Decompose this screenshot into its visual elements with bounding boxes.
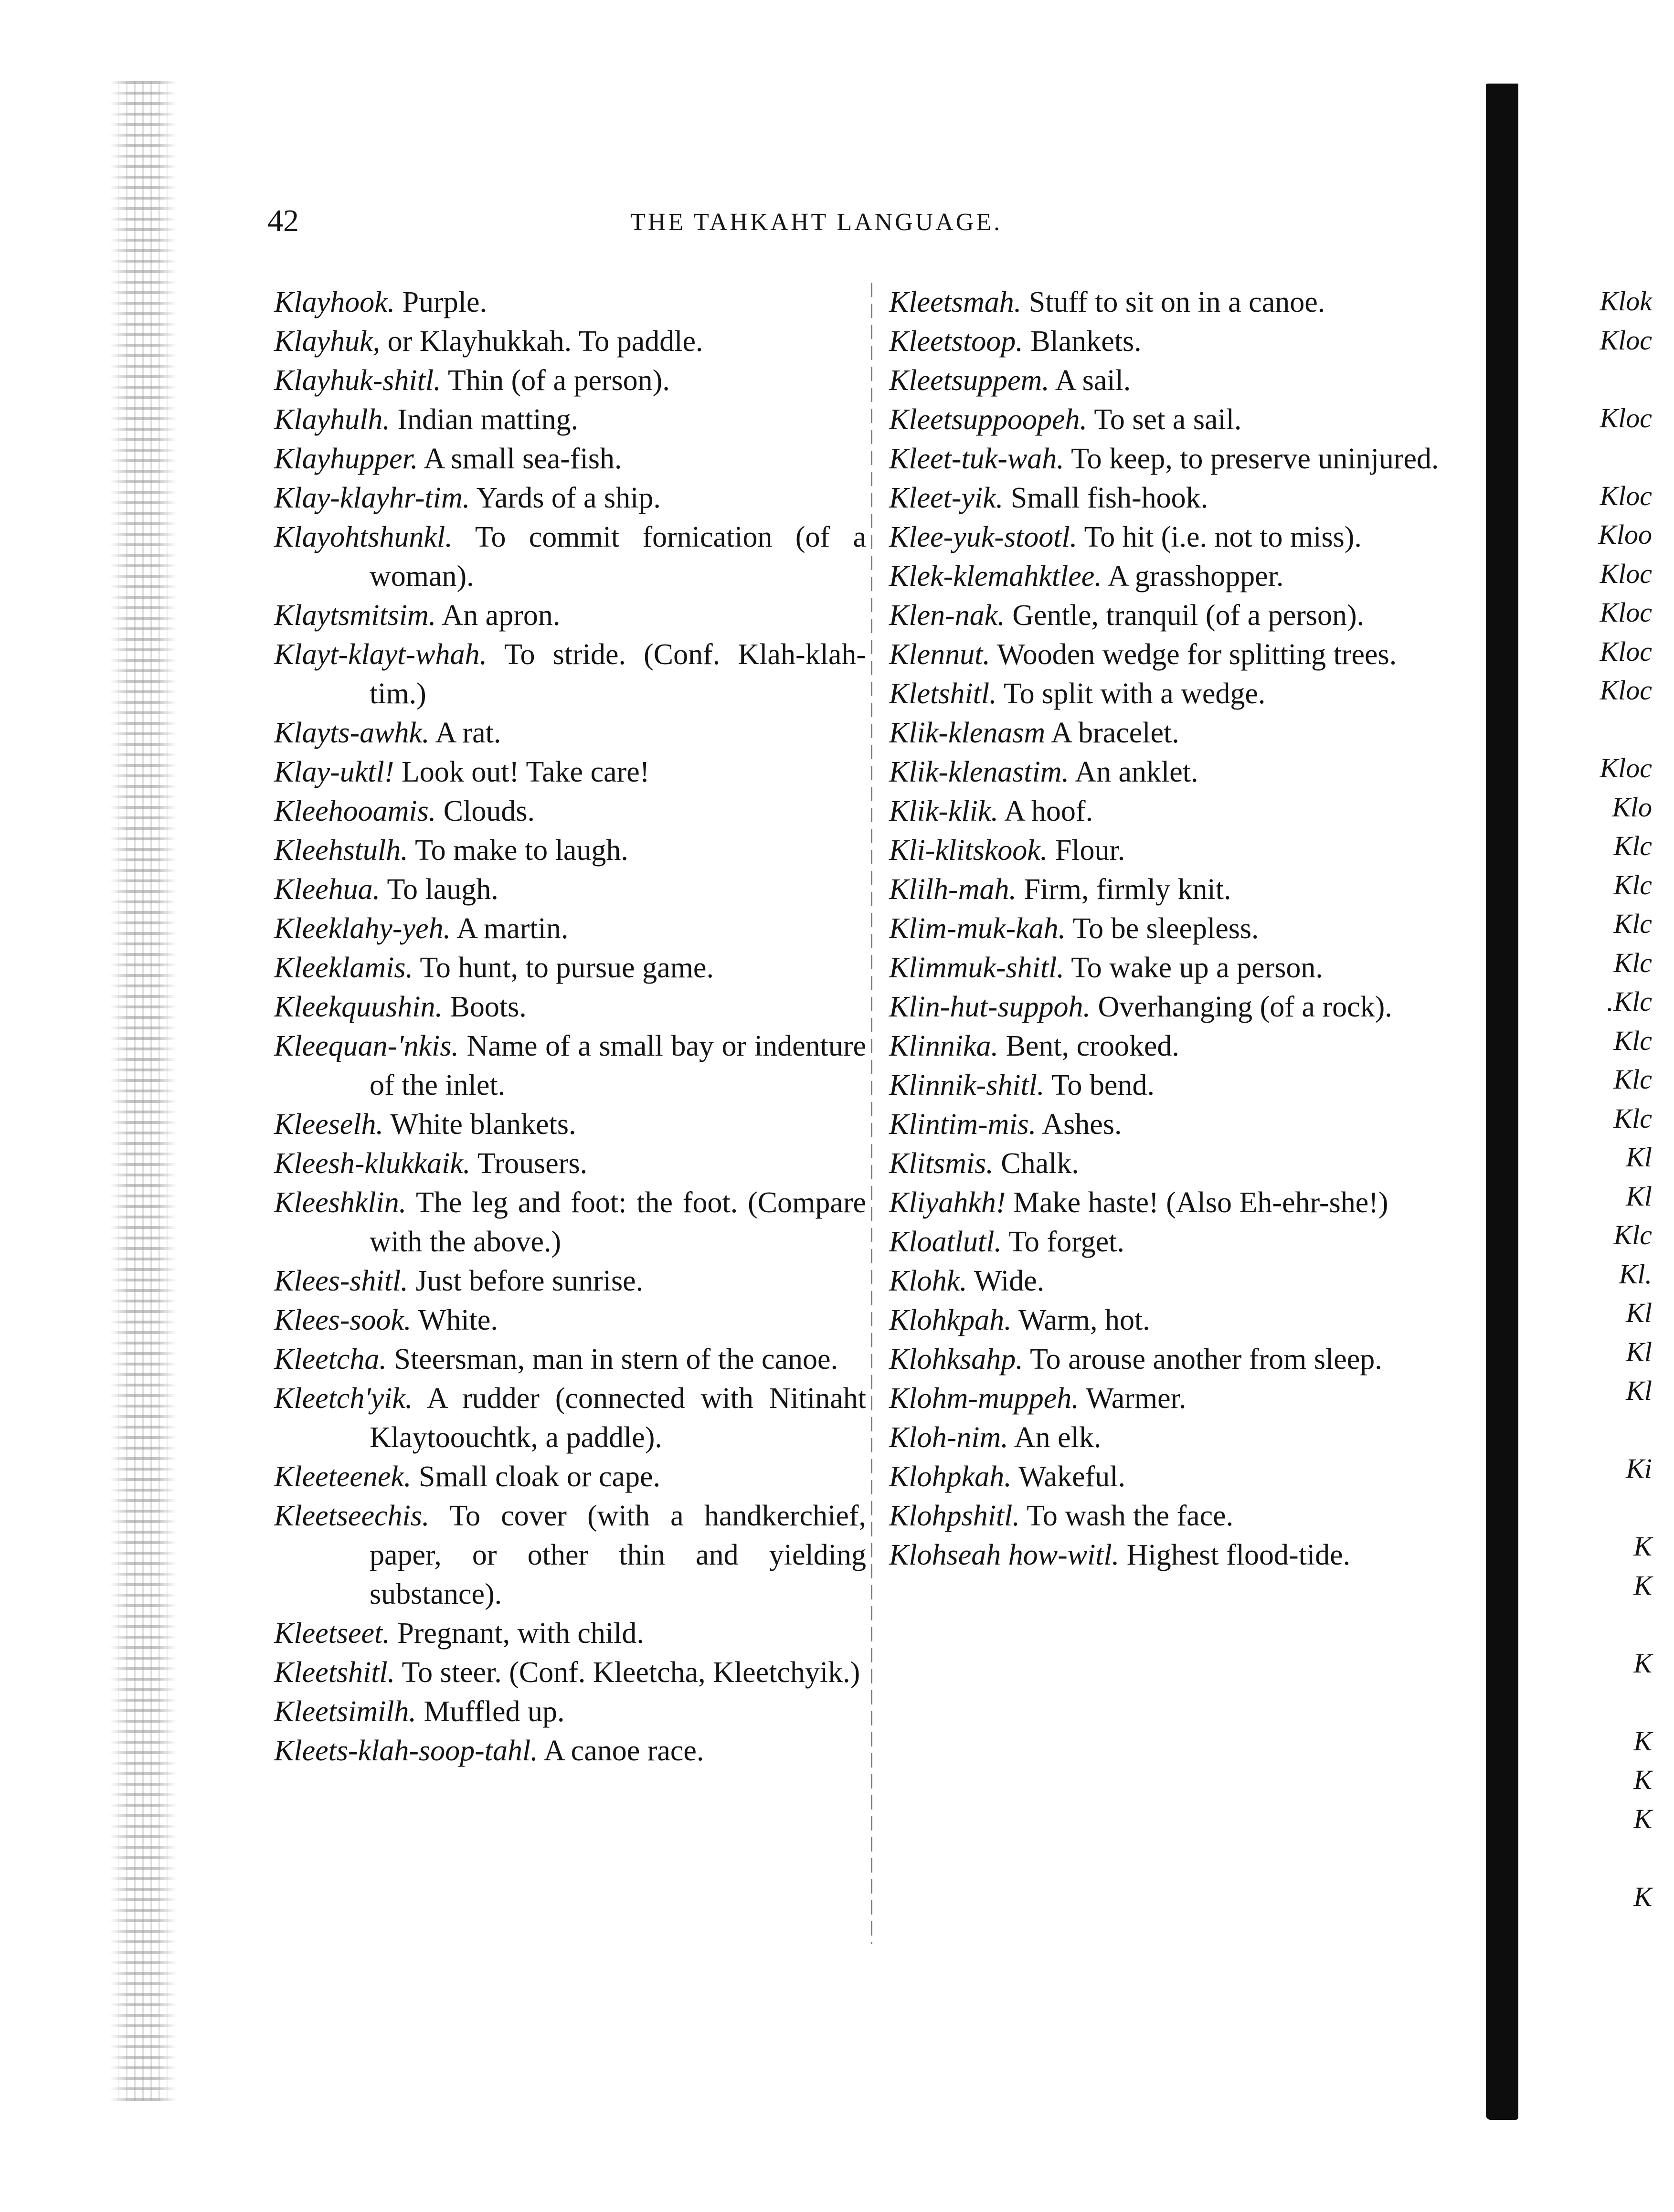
entry-headword: Klimmuk-shitl.	[889, 952, 1064, 984]
entry-definition: Name of a small bay or indenture of the inlet.	[370, 1030, 866, 1101]
entry-headword: Klinnika.	[889, 1030, 999, 1062]
dictionary-entry	[274, 518, 866, 596]
dictionary-entry	[274, 831, 866, 870]
edge-fragment: K	[1633, 1803, 1652, 1834]
entry-headword: Kleetsuppoopeh.	[889, 403, 1087, 436]
edge-fragment: Kloc	[1600, 558, 1652, 589]
entry-definition: Just before sunrise.	[415, 1265, 644, 1297]
entry-headword: Kloatlutl.	[889, 1226, 1002, 1258]
dictionary-entry	[274, 1301, 866, 1340]
entry-headword: Kloh-nim.	[889, 1421, 1008, 1454]
right-column	[889, 283, 1476, 1575]
entry-definition: To hit (i.e. not to miss).	[1084, 521, 1362, 553]
dictionary-entry	[889, 1301, 1476, 1340]
entry-headword: Klayts-awhk.	[274, 717, 430, 749]
entry-definition: To make to laugh.	[415, 834, 628, 867]
entry-headword: Kliyahkh!	[889, 1186, 1006, 1219]
entry-definition: Purple.	[402, 286, 487, 318]
entry-headword: Kleetstoop.	[889, 325, 1023, 358]
dictionary-entry	[889, 1183, 1476, 1222]
entry-headword: Klohpkah.	[889, 1461, 1012, 1493]
edge-fragment: K	[1633, 1531, 1652, 1562]
entry-definition: or Klayhukkah. To paddle.	[387, 325, 703, 358]
entry-headword: Klaytsmitsim.	[274, 599, 436, 632]
dictionary-entry	[889, 322, 1476, 361]
entry-headword: Kletshitl.	[889, 677, 997, 710]
entry-headword: Klohseah how-witl.	[889, 1539, 1120, 1571]
dictionary-entry	[889, 987, 1476, 1027]
edge-fragment: Klc	[1613, 908, 1652, 939]
dictionary-entry	[889, 1457, 1476, 1496]
dictionary-entry	[274, 596, 866, 635]
dictionary-entry	[274, 1261, 866, 1301]
entry-definition: Small cloak or cape.	[418, 1461, 661, 1493]
edge-fragment: Kloc	[1600, 635, 1652, 667]
dictionary-entry	[889, 1261, 1476, 1301]
dictionary-entry	[889, 831, 1476, 870]
dictionary-entry	[889, 1496, 1476, 1535]
entry-definition: Wakeful.	[1018, 1461, 1125, 1493]
dictionary-entry	[274, 1614, 866, 1653]
edge-fragment	[1537, 1410, 1652, 1450]
edge-fragment: K	[1633, 1725, 1652, 1757]
edge-fragment	[1537, 1838, 1652, 1877]
entry-headword: Klay-uktl!	[274, 756, 394, 788]
entry-definition: Boots.	[450, 991, 527, 1023]
edge-fragment: K	[1633, 1647, 1652, 1679]
edge-fragment: Kl	[1626, 1297, 1652, 1328]
dictionary-entry	[889, 1379, 1476, 1418]
entry-definition: Highest flood-tide.	[1126, 1539, 1351, 1571]
edge-fragment: Klc	[1613, 947, 1652, 978]
entry-headword: Klohkpah.	[889, 1304, 1012, 1336]
entry-headword: Klohk.	[889, 1265, 967, 1297]
dictionary-entry	[889, 674, 1476, 713]
entry-definition: A small sea-fish.	[424, 443, 622, 475]
edge-fragment: Klok	[1600, 286, 1652, 317]
entry-definition: Clouds.	[443, 795, 535, 827]
dictionary-entry	[889, 1222, 1476, 1261]
entry-headword: Kleeteenek.	[274, 1461, 412, 1493]
entry-definition: An elk.	[1014, 1421, 1102, 1454]
entry-definition: A hoof.	[1004, 795, 1093, 827]
entry-definition: Chalk.	[1001, 1147, 1079, 1180]
entry-definition: Indian matting.	[397, 403, 579, 436]
dictionary-entry	[274, 1653, 866, 1692]
edge-fragment: Klc	[1613, 1102, 1652, 1134]
entry-headword: Klayhook.	[274, 286, 395, 318]
entry-definition: Overhanging (of a rock).	[1098, 991, 1392, 1023]
entry-definition: Pregnant, with child.	[397, 1617, 644, 1650]
dictionary-entry	[274, 1496, 866, 1614]
entry-headword: Kleeklamis.	[274, 952, 413, 984]
edge-fragment: Kloc	[1600, 675, 1652, 706]
entry-headword: Kleehua.	[274, 873, 381, 906]
edge-fragment	[1537, 1605, 1652, 1644]
dictionary-entry	[274, 1027, 866, 1105]
dictionary-entry	[274, 1183, 866, 1261]
entry-headword: Klik-klik.	[889, 795, 998, 827]
entry-definition: Gentle, tranquil (of a person).	[1012, 599, 1365, 632]
edge-fragment: Kl	[1626, 1180, 1652, 1212]
edge-fragment: Kloc	[1600, 597, 1652, 628]
entry-definition: Stuff to sit on in a canoe.	[1028, 286, 1325, 318]
edge-fragment	[1537, 1488, 1652, 1527]
entry-definition: To wash the face.	[1027, 1500, 1234, 1532]
entry-definition: Wide.	[974, 1265, 1045, 1297]
edge-fragment: Kl	[1626, 1336, 1652, 1367]
entry-headword: Klek-klemahktlee.	[889, 560, 1102, 593]
dictionary-entry	[889, 557, 1476, 596]
page-edge-shadow	[1486, 84, 1518, 2120]
entry-definition: A canoe race.	[543, 1735, 704, 1767]
entry-headword: Kleesh-klukkaik.	[274, 1147, 471, 1180]
entry-headword: Kleetsimilh.	[274, 1695, 416, 1728]
dictionary-entry	[274, 987, 866, 1027]
entry-headword: Kleeklahy-yeh.	[274, 912, 451, 945]
entry-definition: Wooden wedge for splitting trees.	[997, 638, 1397, 671]
dictionary-entry	[889, 1144, 1476, 1183]
entry-definition: Muffled up.	[424, 1695, 565, 1728]
entry-definition: White blankets.	[390, 1108, 576, 1141]
entry-definition: Trousers.	[477, 1147, 588, 1180]
entry-definition: To set a sail.	[1094, 403, 1242, 436]
entry-definition: An anklet.	[1075, 756, 1198, 788]
dictionary-entry	[274, 909, 866, 948]
entry-headword: Klayt-klayt-whah.	[274, 638, 487, 671]
next-page-edge	[1537, 282, 1652, 1916]
entry-headword: Klitsmis.	[889, 1147, 994, 1180]
edge-fragment	[1537, 437, 1652, 476]
edge-fragment: K	[1633, 1881, 1652, 1912]
dictionary-entry	[889, 1027, 1476, 1066]
entry-headword: Klayhupper.	[274, 443, 418, 475]
entry-definition: A rudder (connected with Nitinaht Klaytoouchtk, a paddle).	[370, 1382, 866, 1454]
edge-fragment: Kloc	[1600, 402, 1652, 434]
entry-definition: To commit fornication (of a woman).	[370, 521, 866, 593]
dictionary-entry	[274, 1731, 866, 1770]
entry-definition: To cover (with a handkerchief, paper, or other thin and yielding substance).	[370, 1500, 866, 1610]
entry-definition: Yards of a ship.	[476, 482, 661, 514]
entry-definition: To be sleepless.	[1072, 912, 1259, 945]
entry-headword: Klik-klenastim.	[889, 756, 1070, 788]
dictionary-entry	[274, 948, 866, 987]
entry-headword: Klinnik-shitl.	[889, 1069, 1045, 1101]
page-number: 42	[267, 203, 299, 238]
dictionary-entry	[889, 439, 1476, 478]
edge-fragment: .Klc	[1606, 986, 1652, 1017]
dictionary-entry	[889, 870, 1476, 909]
page-header	[267, 200, 1165, 243]
dictionary-entry	[889, 1066, 1476, 1105]
entry-headword: Kleehooamis.	[274, 795, 436, 827]
edge-fragment: Ki	[1626, 1453, 1652, 1484]
entry-headword: Klee-yuk-stootl.	[889, 521, 1078, 553]
entry-definition: To arouse another from sleep.	[1030, 1343, 1382, 1376]
entry-definition: To laugh.	[387, 873, 498, 906]
column-rule	[871, 283, 872, 1944]
entry-definition: To wake up a person.	[1071, 952, 1323, 984]
entry-headword: Klennut.	[889, 638, 990, 671]
entry-headword: Kleetseechis.	[274, 1500, 430, 1532]
entry-headword: Kli-klitskook.	[889, 834, 1048, 867]
edge-fragment	[1537, 1683, 1652, 1722]
dictionary-entry	[274, 1105, 866, 1144]
dictionary-entry	[889, 635, 1476, 674]
dictionary-entry	[274, 322, 866, 361]
entry-definition: A rat.	[435, 717, 501, 749]
entry-definition: Flour.	[1055, 834, 1125, 867]
entry-headword: Klay-klayhr-tim.	[274, 482, 470, 514]
edge-fragment: Kloo	[1598, 519, 1652, 550]
entry-definition: A bracelet.	[1051, 717, 1179, 749]
dictionary-entry	[889, 752, 1476, 792]
entry-headword: Klintim-mis.	[889, 1108, 1037, 1141]
edge-fragment: K	[1633, 1569, 1652, 1601]
dictionary-entry	[274, 439, 866, 478]
entry-headword: Kleetch'yik.	[274, 1382, 413, 1415]
dictionary-entry	[889, 596, 1476, 635]
dictionary-entry	[889, 518, 1476, 557]
dictionary-entry	[274, 713, 866, 752]
entry-definition: A grasshopper.	[1107, 560, 1284, 593]
entry-headword: Klees-sook.	[274, 1304, 412, 1336]
entry-headword: Klohksahp.	[889, 1343, 1023, 1376]
dictionary-entry	[889, 1535, 1476, 1575]
entry-headword: Kleetshitl.	[274, 1656, 395, 1689]
edge-fragment	[1537, 710, 1652, 749]
dictionary-entry	[274, 283, 866, 322]
dictionary-entry	[889, 713, 1476, 752]
dictionary-entry	[889, 1105, 1476, 1144]
entry-definition: Blankets.	[1030, 325, 1142, 358]
dictionary-entry	[274, 361, 866, 400]
entry-headword: Kleetseet.	[274, 1617, 390, 1650]
entry-headword: Kleetsmah.	[889, 286, 1022, 318]
dictionary-entry	[889, 792, 1476, 831]
dictionary-entry	[274, 792, 866, 831]
dictionary-entry	[274, 870, 866, 909]
entry-definition: To forget.	[1008, 1226, 1124, 1258]
edge-fragment: K	[1633, 1764, 1652, 1795]
entry-definition: To hunt, to pursue game.	[420, 952, 714, 984]
edge-fragment	[1537, 360, 1652, 399]
edge-fragment: Kloc	[1600, 752, 1652, 783]
dictionary-entry	[274, 1457, 866, 1496]
edge-fragment: Kl	[1626, 1375, 1652, 1406]
entry-headword: Kleekquushin.	[274, 991, 443, 1023]
entry-definition: The leg and foot: the foot. (Compare with the above.)	[370, 1186, 866, 1258]
entry-definition: Thin (of a person).	[447, 364, 670, 397]
dictionary-entry	[889, 948, 1476, 987]
dictionary-entry	[274, 1692, 866, 1731]
entry-headword: Kleet-yik.	[889, 482, 1004, 514]
entry-headword: Kleet-tuk-wah.	[889, 443, 1064, 475]
entry-definition: To stride. (Conf. Klah-klah-tim.)	[370, 638, 866, 710]
entry-headword: Klik-klenasm	[889, 717, 1046, 749]
entry-headword: Kleeshklin.	[274, 1186, 407, 1219]
entry-headword: Kleeselh.	[274, 1108, 383, 1141]
edge-fragment: Klo	[1612, 791, 1652, 823]
edge-fragment: Kl	[1626, 1142, 1652, 1173]
entry-headword: Klayhulh.	[274, 403, 390, 436]
dictionary-entry	[889, 361, 1476, 400]
entry-headword: Klohm-muppeh.	[889, 1382, 1079, 1415]
edge-fragment: Kloc	[1600, 480, 1652, 511]
entry-definition: White.	[418, 1304, 498, 1336]
entry-headword: Klin-hut-suppoh.	[889, 991, 1091, 1023]
edge-fragment: Kloc	[1600, 324, 1652, 356]
entry-definition: Ashes.	[1042, 1108, 1122, 1141]
dictionary-entry	[274, 1379, 866, 1457]
edge-fragment: Klc	[1613, 1064, 1652, 1095]
entry-headword: Klilh-mah.	[889, 873, 1017, 906]
entry-headword: Kleets-klah-soop-tahl.	[274, 1735, 538, 1767]
entry-definition: To keep, to preserve uninjured.	[1071, 443, 1439, 475]
entry-definition: To bend.	[1051, 1069, 1155, 1101]
dictionary-entry	[889, 283, 1476, 322]
entry-headword: Kleetsuppem.	[889, 364, 1049, 397]
entry-headword: Klees-shitl.	[274, 1265, 408, 1297]
entry-definition: Make haste! (Also Eh-ehr-she!)	[1013, 1186, 1388, 1219]
running-title: THE TAHKAHT LANGUAGE.	[630, 209, 1003, 236]
dictionary-entry	[889, 1340, 1476, 1379]
edge-fragment: Klc	[1613, 830, 1652, 861]
entry-definition: Small fish-hook.	[1010, 482, 1208, 514]
entry-definition: An apron.	[442, 599, 561, 632]
dictionary-entry	[274, 400, 866, 439]
entry-definition: A sail.	[1055, 364, 1131, 397]
entry-headword: Klen-nak.	[889, 599, 1005, 632]
dictionary-entry	[274, 1144, 866, 1183]
entry-definition: Steersman, man in stern of the canoe.	[394, 1343, 838, 1376]
dictionary-entry	[889, 478, 1476, 518]
edge-fragment: Klc	[1613, 1219, 1652, 1250]
edge-fragment: Kl.	[1619, 1258, 1652, 1290]
binding-edge-noise	[110, 81, 177, 2101]
entry-headword: Kleetcha.	[274, 1343, 387, 1376]
entry-definition: Bent, crooked.	[1006, 1030, 1179, 1062]
entry-definition: To steer. (Conf. Kleetcha, Kleetchyik.)	[402, 1656, 860, 1689]
entry-definition: Firm, firmly knit.	[1024, 873, 1231, 906]
entry-headword: Kleequan-'nkis.	[274, 1030, 459, 1062]
entry-headword: Klayohtshunkl.	[274, 521, 453, 553]
entry-definition: A martin.	[456, 912, 569, 945]
dictionary-entry	[274, 635, 866, 713]
entry-headword: Klayhuk,	[274, 325, 381, 358]
entry-headword: Klohpshitl.	[889, 1500, 1020, 1532]
dictionary-entry	[274, 752, 866, 792]
edge-fragment: Klc	[1613, 869, 1652, 900]
edge-fragment: Klc	[1613, 1025, 1652, 1056]
dictionary-entry	[274, 1340, 866, 1379]
entry-headword: Kleehstulh.	[274, 834, 408, 867]
entry-definition: Look out! Take care!	[401, 756, 650, 788]
entry-definition: To split with a wedge.	[1004, 677, 1266, 710]
dictionary-entry	[889, 400, 1476, 439]
dictionary-entry	[274, 478, 866, 518]
entry-headword: Klayhuk-shitl.	[274, 364, 441, 397]
entry-definition: Warmer.	[1086, 1382, 1187, 1415]
left-column	[274, 283, 866, 1770]
dictionary-entry	[889, 1418, 1476, 1457]
entry-definition: Warm, hot.	[1018, 1304, 1150, 1336]
dictionary-entry	[889, 909, 1476, 948]
entry-headword: Klim-muk-kah.	[889, 912, 1066, 945]
